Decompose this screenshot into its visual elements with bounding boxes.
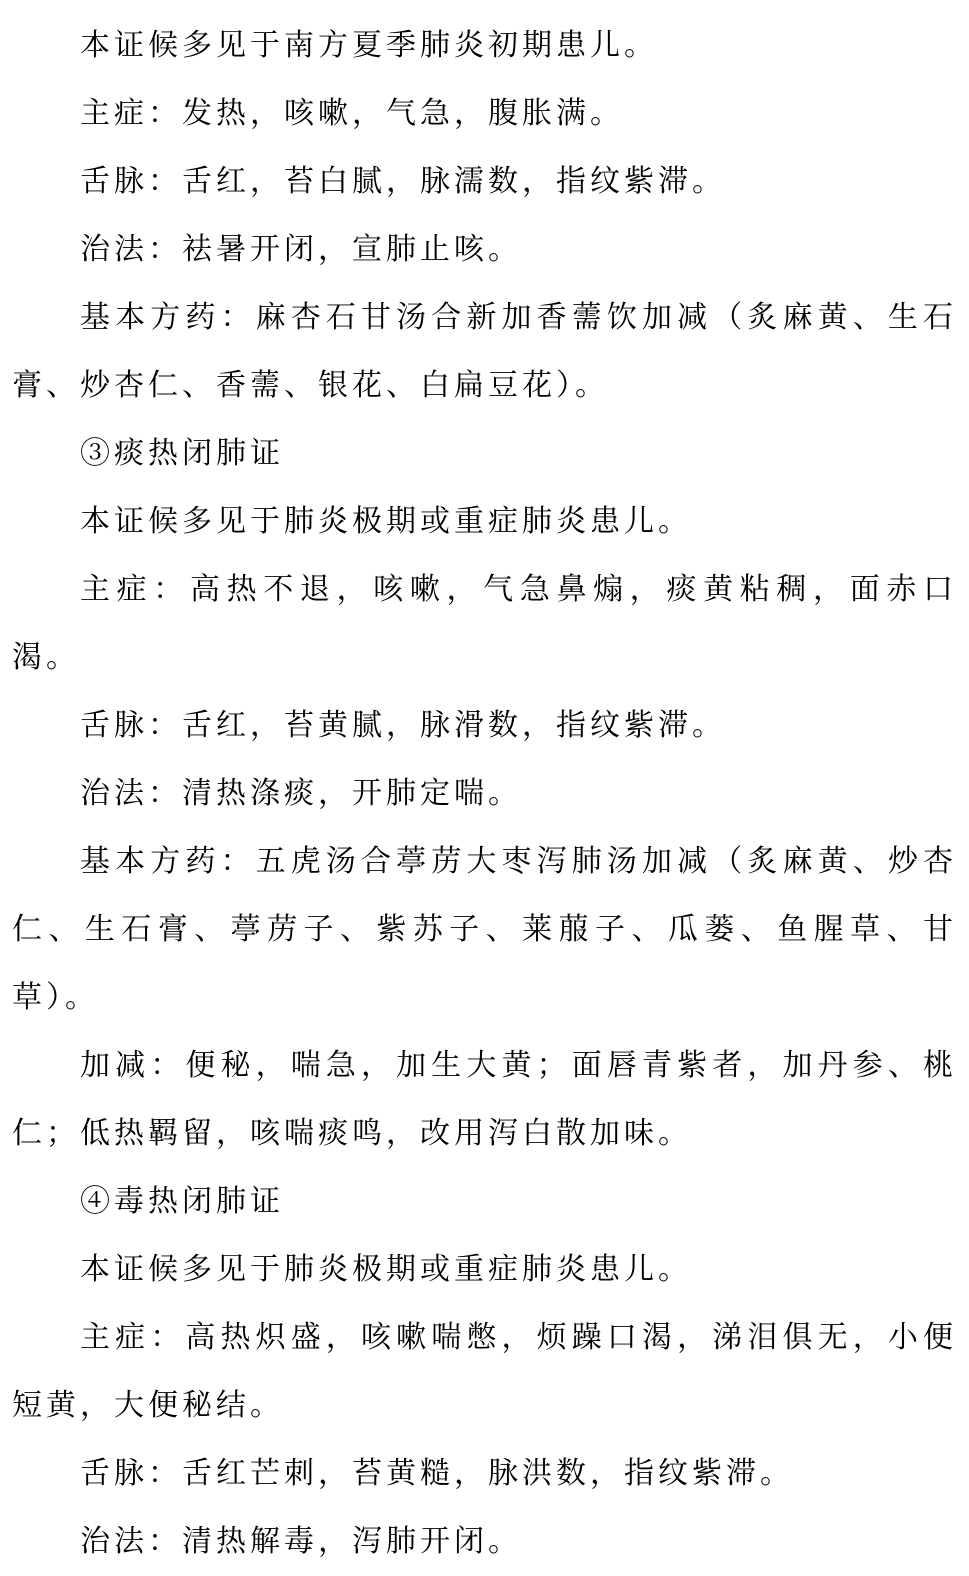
paragraph-modifications: 加减：便秘，喘急，加生大黄；面唇青紫者，加丹参、桃仁；低热羁留，咳喘痰鸣，改用泻白散加味。 <box>12 1048 957 1151</box>
paragraph-tongue-pulse: 舌脉：舌红，苔白腻，脉濡数，指纹紫滞。 <box>80 164 726 199</box>
paragraph-intro-toxic-heat: 本证候多见于肺炎极期或重症肺炎患儿。 <box>80 1252 692 1287</box>
paragraph-intro-phlegm-heat: 本证候多见于肺炎极期或重症肺炎患儿。 <box>80 504 692 539</box>
paragraph-tongue-pulse: 舌脉：舌红芒刺，苔黄糙，脉洪数，指纹紫滞。 <box>80 1456 794 1491</box>
paragraph-basic-prescription: 基本方药：麻杏石甘汤合新加香薷饮加减（炙麻黄、生石膏、炒杏仁、香薷、银花、白扁豆花）。 <box>12 300 957 403</box>
section-heading-phlegm-heat: ③痰热闭肺证 <box>80 436 284 471</box>
section-heading-toxic-heat: ④毒热闭肺证 <box>80 1184 284 1219</box>
paragraph-intro-summer-pneumonia: 本证候多见于南方夏季肺炎初期患儿。 <box>80 28 658 63</box>
paragraph-treatment-method: 治法：祛暑开闭，宣肺止咳。 <box>80 232 522 267</box>
paragraph-main-symptoms: 主症：高热不退，咳嗽，气急鼻煽，痰黄粘稠，面赤口渴。 <box>12 572 957 675</box>
paragraph-treatment-method: 治法：清热解毒，泻肺开闭。 <box>80 1524 522 1559</box>
paragraph-main-symptoms: 主症：高热炽盛，咳嗽喘憋，烦躁口渴，涕泪俱无，小便短黄，大便秘结。 <box>12 1320 957 1423</box>
paragraph-main-symptoms: 主症：发热，咳嗽，气急，腹胀满。 <box>80 96 624 131</box>
paragraph-tongue-pulse: 舌脉：舌红，苔黄腻，脉滑数，指纹紫滞。 <box>80 708 726 743</box>
paragraph-treatment-method: 治法：清热涤痰，开肺定喘。 <box>80 776 522 811</box>
paragraph-basic-prescription: 基本方药：五虎汤合葶苈大枣泻肺汤加减（炙麻黄、炒杏仁、生石膏、葶苈子、紫苏子、莱菔子、瓜蒌、鱼腥草、甘草）。 <box>12 844 957 1015</box>
